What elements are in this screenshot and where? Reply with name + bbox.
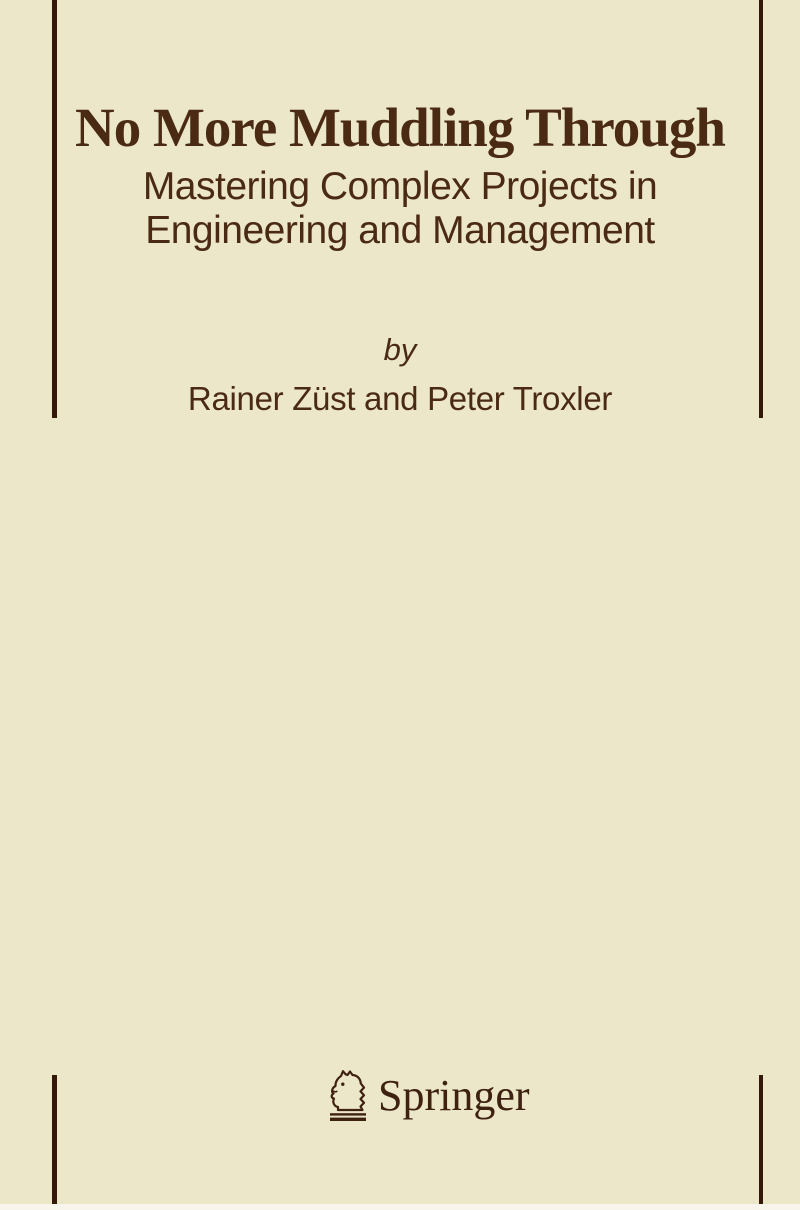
subtitle-line-2: Engineering and Management <box>145 209 655 252</box>
left-edge-bar-bottom <box>52 1075 57 1205</box>
book-title: No More Muddling Through <box>75 97 725 158</box>
authors: Rainer Züst and Peter Troxler <box>187 380 613 417</box>
right-edge-bar-bottom <box>759 1075 763 1205</box>
byline: by <box>383 332 417 367</box>
springer-horse-icon <box>328 1070 368 1122</box>
publisher-name: Springer <box>378 1071 530 1120</box>
publisher-logo <box>328 1070 530 1122</box>
page-bottom-edge <box>0 1204 800 1210</box>
book-subtitle <box>0 165 800 253</box>
subtitle-line-1: Mastering Complex Projects in <box>142 165 658 208</box>
